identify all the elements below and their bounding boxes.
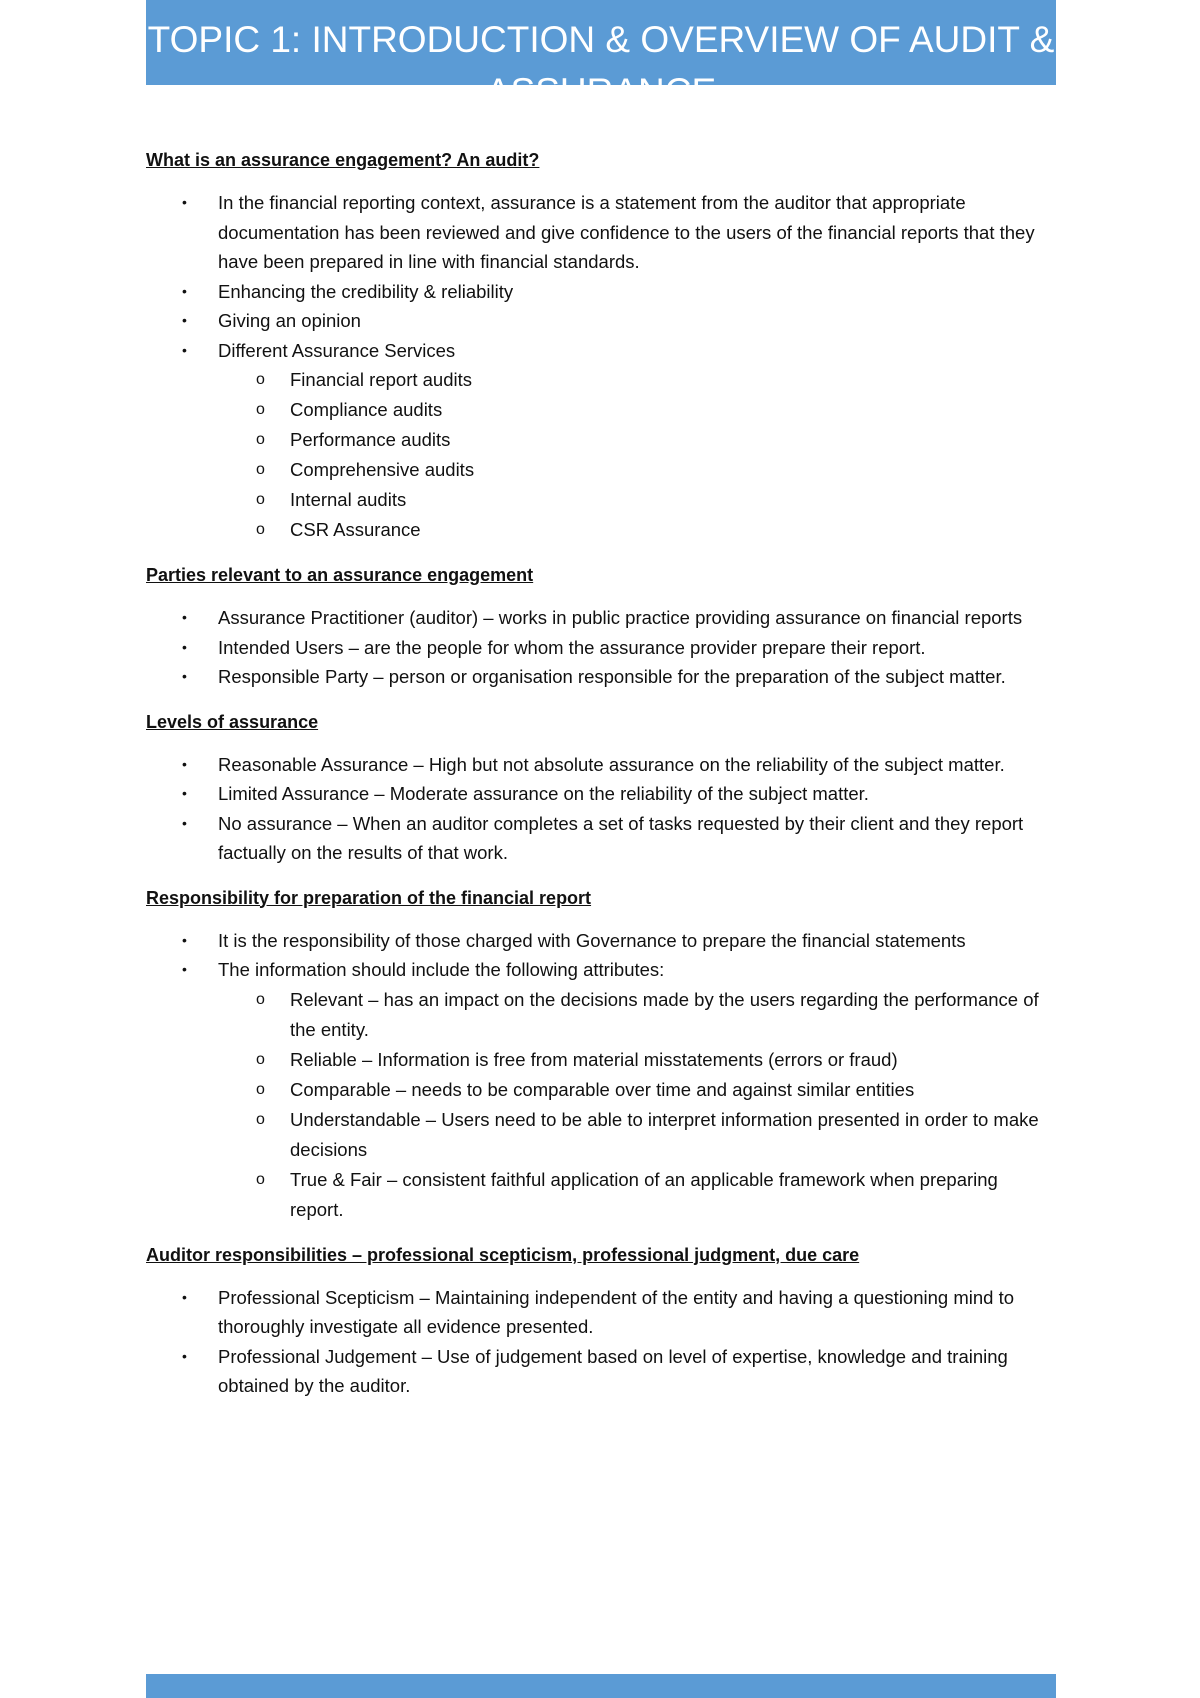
list-item: [146, 306, 1056, 336]
sub-bullet-icon: o: [256, 491, 265, 508]
list-item-text: Limited Assurance – Moderate assurance on the reliability of the subject matter.: [218, 783, 869, 804]
sub-list-item-text: Comprehensive audits: [290, 459, 475, 480]
sub-list-item: [218, 1105, 1056, 1165]
bullet-icon: •: [182, 785, 187, 801]
sub-list-item: [218, 425, 1056, 455]
bullet-list: [146, 603, 1056, 692]
list-item: [146, 1283, 1056, 1342]
list-item-text: It is the responsibility of those charged with Governance to prepare the financial statements: [218, 929, 966, 951]
bullet-icon: •: [182, 312, 187, 328]
sub-list-item: [218, 1075, 1056, 1105]
sub-bullet-list: [218, 365, 1056, 545]
section-levels-of-assurance: [146, 708, 1056, 868]
list-item-text: Enhancing the credibility & reliability: [218, 280, 514, 302]
list-item: [146, 809, 1056, 868]
sub-list-item-text: Understandable – Users need to be able to interpret information presented in order to make decisions: [290, 1108, 1039, 1160]
section-parties: [146, 561, 1056, 692]
list-item-text: Giving an opinion: [218, 310, 361, 331]
bullet-icon: •: [182, 1288, 187, 1305]
sub-list-item-text: Financial report audits: [290, 369, 473, 390]
list-item-text: Responsible Party – person or organisation responsible for the preparation of the subject matter.: [218, 666, 1006, 687]
bullet-icon: •: [182, 282, 187, 299]
sub-bullet-icon: o: [256, 521, 265, 538]
bullet-icon: •: [182, 755, 187, 772]
footer-banner: [146, 1674, 1056, 1698]
list-item-text: No assurance – When an auditor completes a set of tasks requested by their client and they report factually on the results of that work.: [218, 812, 1024, 863]
section-assurance-engagement: [146, 146, 1056, 545]
list-item: [146, 633, 1056, 663]
bullet-list: [146, 750, 1056, 868]
sub-list-item: [218, 485, 1056, 515]
sub-bullet-icon: o: [256, 461, 265, 478]
section-heading: Responsibility for preparation of the financial report: [146, 887, 592, 908]
sub-list-item-text: Internal audits: [290, 489, 407, 510]
sub-list-item-text: Comparable – needs to be comparable over time and against similar entities: [290, 1078, 915, 1100]
list-item: [146, 750, 1056, 780]
list-item: [146, 926, 1056, 956]
list-item: [146, 277, 1056, 307]
section-responsibility-preparation: [146, 884, 1056, 1225]
section-heading: Levels of assurance: [146, 711, 319, 732]
bullet-icon: •: [182, 668, 187, 684]
sub-list-item-text: True & Fair – consistent faithful application of an applicable framework when preparing report.: [290, 1168, 998, 1220]
sub-list-item: [218, 1165, 1056, 1225]
sub-list-item-text: Relevant – has an impact on the decisions made by the users regarding the performance of the entity.: [290, 988, 1039, 1040]
sub-bullet-icon: o: [256, 401, 265, 418]
list-item-text: Professional Judgement – Use of judgement based on level of expertise, knowledge and training obtained by the auditor.: [218, 1345, 1008, 1396]
sub-list-item: [218, 985, 1056, 1045]
sub-list-item-text: Compliance audits: [290, 399, 443, 420]
list-item: [146, 779, 1056, 809]
list-item: [146, 1342, 1056, 1401]
section-heading: Auditor responsibilities – professional scepticism, professional judgment, due care: [146, 1244, 860, 1265]
list-item: [146, 603, 1056, 633]
bullet-icon: •: [182, 961, 187, 977]
bullet-list: [146, 926, 1056, 1225]
bullet-icon: •: [182, 931, 187, 948]
list-item-text: Different Assurance Services: [218, 339, 456, 361]
list-item-text: In the financial reporting context, assurance is a statement from the auditor that appropriate documentation has been reviewed and give confidence to the users of the financial reports that they have been prepared in line with financial standards.: [218, 192, 1035, 272]
list-item: [146, 188, 1056, 277]
list-item: [146, 955, 1056, 1225]
bullet-list: [146, 188, 1056, 545]
sub-bullet-icon: o: [256, 1080, 265, 1098]
sub-bullet-icon: o: [256, 1170, 265, 1188]
bullet-icon: •: [182, 194, 187, 210]
section-heading: What is an assurance engagement? An audit?: [146, 150, 540, 170]
sub-bullet-icon: o: [256, 1110, 265, 1128]
bullet-icon: •: [182, 341, 187, 358]
section-auditor-responsibilities: [146, 1241, 1056, 1401]
sub-list-item: [218, 455, 1056, 485]
document-body: [146, 146, 1056, 1417]
list-item: [146, 336, 1056, 546]
title-banner: [146, 0, 1056, 112]
sub-bullet-icon: o: [256, 990, 265, 1008]
sub-list-item: [218, 515, 1056, 545]
sub-list-item: [218, 365, 1056, 395]
section-heading: Parties relevant to an assurance engagement: [146, 565, 534, 585]
sub-bullet-icon: o: [256, 371, 265, 388]
sub-list-item: [218, 1045, 1056, 1075]
bullet-list: [146, 1283, 1056, 1401]
bullet-icon: •: [182, 609, 187, 625]
page-title: TOPIC 1: INTRODUCTION & OVERVIEW OF AUDIT & ASSURANCE: [147, 19, 1055, 112]
list-item-text: The information should include the following attributes:: [218, 959, 665, 980]
sub-bullet-icon: o: [256, 1050, 265, 1068]
sub-list-item-text: Performance audits: [290, 429, 451, 450]
list-item-text: Professional Scepticism – Maintaining independent of the entity and having a questioning mind to thoroughly investigate all evidence presented.: [218, 1286, 1015, 1337]
list-item-text: Reasonable Assurance – High but not absolute assurance on the reliability of the subject matter.: [218, 753, 1005, 775]
bullet-icon: •: [182, 814, 187, 831]
list-item: [146, 662, 1056, 692]
list-item-text: Intended Users – are the people for whom the assurance provider prepare their report.: [218, 636, 926, 658]
sub-bullet-icon: o: [256, 431, 265, 448]
sub-list-item-text: Reliable – Information is free from material misstatements (errors or fraud): [290, 1048, 898, 1070]
bullet-icon: •: [182, 638, 187, 655]
bullet-icon: •: [182, 1347, 187, 1364]
sub-list-item-text: CSR Assurance: [290, 519, 421, 540]
sub-bullet-list: [218, 985, 1056, 1225]
list-item-text: Assurance Practitioner (auditor) – works in public practice providing assurance on financial reports: [218, 607, 1023, 628]
sub-list-item: [218, 395, 1056, 425]
